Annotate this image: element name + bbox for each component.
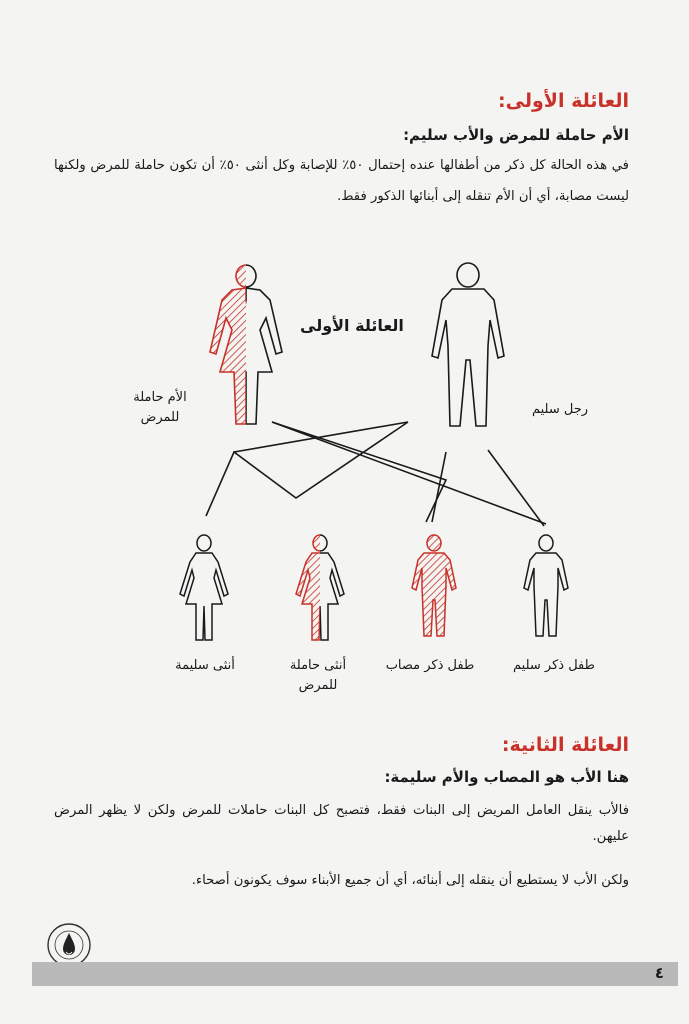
mother-label bbox=[120, 388, 200, 428]
page-number: ٤ bbox=[654, 964, 664, 982]
mother-label-line2: للمرض bbox=[140, 410, 180, 425]
mother-label-line1: الأم حاملة bbox=[133, 390, 187, 405]
child-affected-male-figure bbox=[412, 535, 456, 636]
section2-paragraph2: ولكن الأب لا يستطيع أن ينقله إلى أبنائه، أي أن جميع الأبناء سوف يكونون أصحاء. bbox=[191, 873, 629, 888]
section1-heading: العائلة الأولى: bbox=[498, 90, 629, 112]
child2-label-line2: للمرض bbox=[298, 678, 338, 693]
child-carrier-female-figure bbox=[296, 535, 344, 640]
child-healthy-male-figure bbox=[524, 535, 568, 636]
father-label: رجل سليم bbox=[531, 402, 589, 417]
section2-paragraph1: فالأب ينقل العامل المريض إلى البنات فقط، فتصبح كل البنات حاملات للمرض ولكن لا يظهر المرض عليهن. bbox=[54, 803, 629, 844]
mother-carrier-figure bbox=[210, 265, 282, 424]
child2-label bbox=[268, 656, 368, 696]
diagram-title: العائلة الأولى bbox=[300, 316, 404, 335]
father-healthy-figure bbox=[432, 263, 504, 426]
inheritance-lines bbox=[206, 422, 546, 526]
section1-subheading: الأم حاملة للمرض والأب سليم: bbox=[403, 126, 629, 144]
section1-paragraph: في هذه الحالة كل ذكر من أطفالها عنده إحتمال ٥٠٪ للإصابة وكل أنثى ٥٠٪ أن تكون حاملة للمرض ولكنها ليست مصابة، أي أن الأم تنقله إلى أبنائها الذكور فقط. bbox=[54, 158, 629, 204]
child1-label: أنثى سليمة bbox=[175, 658, 235, 673]
child-healthy-female-figure bbox=[180, 535, 228, 640]
section2-subheading: هنا الأب هو المصاب والأم سليمة: bbox=[384, 768, 629, 786]
child4-label: طفل ذكر سليم bbox=[513, 658, 595, 673]
section2-heading: العائلة الثانية: bbox=[501, 734, 629, 756]
child2-label-line1: أنثى حاملة bbox=[289, 658, 347, 673]
footer-bar bbox=[32, 962, 678, 986]
child3-label: طفل ذكر مصاب bbox=[385, 658, 475, 673]
